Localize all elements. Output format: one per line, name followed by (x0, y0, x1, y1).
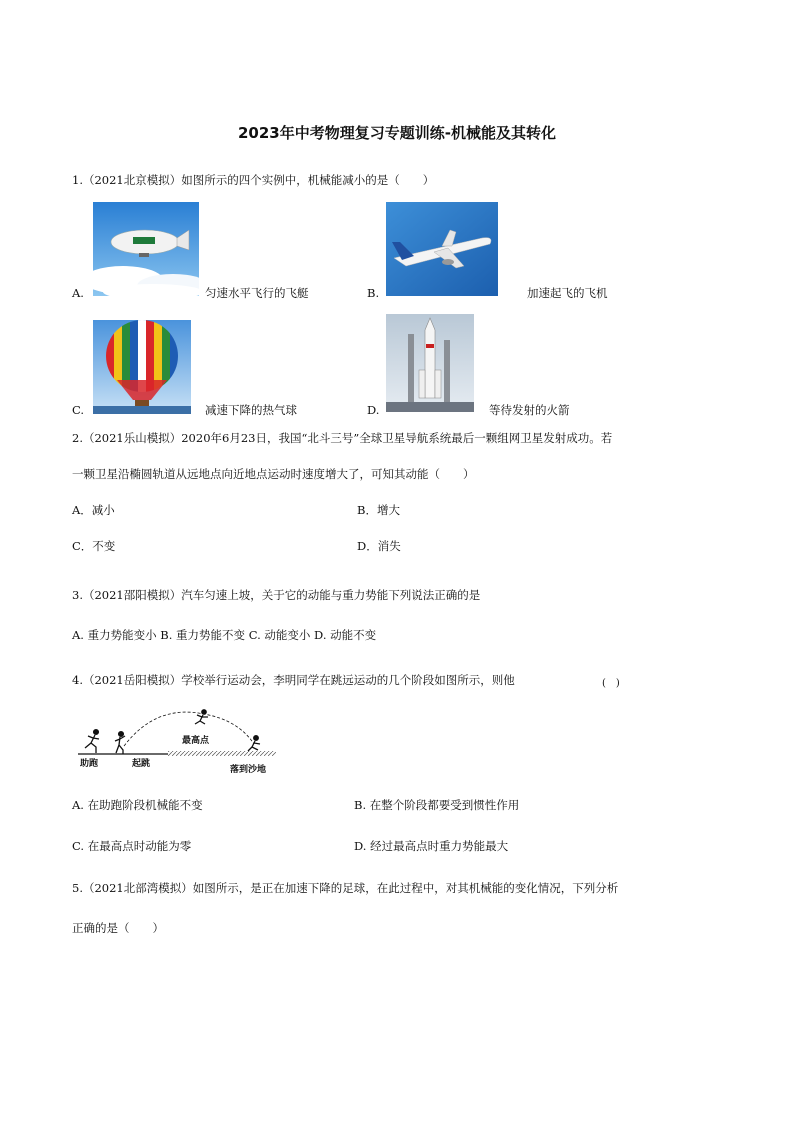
q5-stem-line1: 5.（2021北部湾模拟）如图所示，是正在加速下降的足球，在此过程中，对其机械能的变化情况，下列分析 (72, 881, 619, 895)
q3-stem: 3.（2021邵阳模拟）汽车匀速上坡，关于它的动能与重力势能下列说法正确的是 (72, 588, 481, 602)
q2-stem-line2: 一颗卫星沿椭圆轨道从远地点向近地点运动时速度增大了，可知其动能（ ） (72, 467, 475, 481)
q4-stem: 4.（2021岳阳模拟）学校举行运动会，李明同学在跳远运动的几个阶段如图所示，则他 (72, 673, 515, 687)
q4-option-c: C. 在最高点时动能为零 (72, 839, 192, 853)
q4-option-b: B. 在整个阶段都要受到惯性作用 (354, 798, 520, 812)
q5-stem-line2: 正确的是（ ） (72, 921, 164, 935)
q3-options: A. 重力势能变小 B. 重力势能不变 C. 动能变小 D. 动能不变 (72, 628, 377, 642)
option-a-letter: A. (72, 286, 84, 300)
hot-air-balloon-image (93, 320, 191, 414)
q1-stem: 1.（2021北京模拟）如图所示的四个实例中，机械能减小的是（ ） (72, 173, 435, 187)
option-c-letter: C. (72, 403, 85, 417)
airship-image (93, 202, 199, 296)
label-jump: 起跳 (132, 759, 151, 769)
q2-option-c: C．不变 (72, 539, 116, 553)
q4-answer-paren: ( ) (602, 678, 620, 689)
airplane-image (386, 202, 498, 296)
option-d-letter: D. (367, 403, 380, 417)
option-a-text: 匀速水平飞行的飞艇 (205, 286, 309, 300)
rocket-image (386, 314, 474, 412)
q2-option-a: A．减小 (72, 503, 115, 517)
q2-stem-line1: 2.（2021乐山模拟）2020年6月23日，我国“北斗三号”全球卫星导航系统最后一颗组网卫星发射成功。若 (72, 431, 613, 445)
option-d-text: 等待发射的火箭 (489, 403, 570, 417)
label-run: 助跑 (80, 759, 99, 769)
q2-option-b: B．增大 (357, 503, 400, 517)
q4-option-a: A. 在助跑阶段机械能不变 (72, 798, 203, 812)
long-jump-figure (76, 708, 282, 776)
q4-option-d: D. 经过最高点时重力势能最大 (354, 839, 509, 853)
page-title: 2023年中考物理复习专题训练-机械能及其转化 (238, 124, 556, 142)
option-b-text: 加速起飞的飞机 (527, 286, 608, 300)
jumper-figure (115, 732, 125, 754)
option-c-text: 减速下降的热气球 (205, 403, 297, 417)
label-land: 落到沙地 (230, 765, 267, 775)
landing-figure (248, 736, 260, 751)
option-b-letter: B. (367, 286, 380, 300)
label-top: 最高点 (182, 736, 210, 746)
runner-figure (85, 730, 99, 753)
q2-option-d: D．消失 (357, 539, 401, 553)
airborne-figure (195, 710, 208, 724)
